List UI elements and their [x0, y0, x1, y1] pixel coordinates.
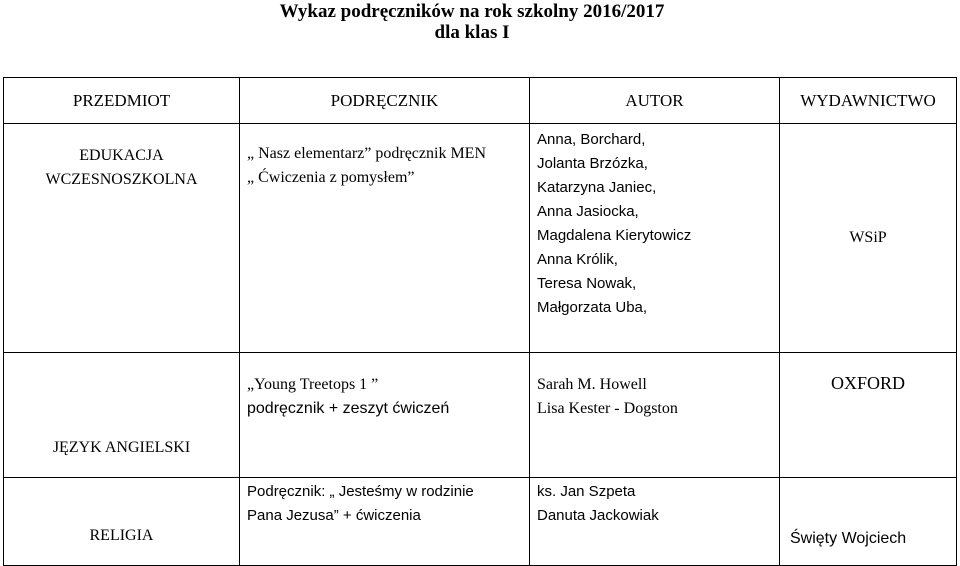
publisher-cell: Święty Wojciech: [780, 478, 957, 566]
publisher-cell: OXFORD: [780, 353, 957, 478]
author-line: Magdalena Kierytowicz: [537, 227, 692, 244]
textbook-cell: [240, 478, 530, 566]
subject-line: JĘZYK ANGIELSKI: [52, 439, 191, 456]
column-header-subject: PRZEDMIOT: [4, 78, 240, 124]
author-line: Katarzyna Janiec,: [537, 179, 657, 196]
author-line: Anna Królik,: [537, 251, 618, 268]
textbook-line: „ Ćwiczenia z pomysłem”: [247, 169, 415, 186]
column-header-publisher: WYDAWNICTWO: [780, 78, 957, 124]
author-line: Sarah M. Howell: [537, 376, 647, 393]
subject-line: EDUKACJA: [79, 147, 164, 164]
author-line: Lisa Kester - Dogston: [537, 400, 678, 417]
textbook-cell: [240, 124, 530, 353]
column-header-textbook: PODRĘCZNIK: [240, 78, 530, 124]
textbook-line: Pana Jezusa” + ćwiczenia: [247, 507, 421, 524]
table-row: [4, 124, 957, 353]
textbook-line: podręcznik + zeszyt ćwiczeń: [247, 400, 450, 417]
document-title: Wykaz podręczników na rok szkolny 2016/2017: [279, 1, 665, 22]
subject-cell: [4, 478, 240, 566]
textbook-cell: [240, 353, 530, 478]
publisher-cell: WSiP: [780, 124, 957, 353]
document-subtitle: dla klas I: [434, 22, 510, 43]
textbook-line: „ Nasz elementarz” podręcznik MEN: [247, 145, 486, 162]
author-line: Anna Jasiocka,: [537, 203, 639, 220]
author-cell: [530, 124, 780, 353]
author-line: Jolanta Brzózka,: [537, 155, 648, 172]
subject-cell: [4, 353, 240, 478]
table-row: [4, 353, 957, 478]
author-line: Teresa Nowak,: [537, 275, 637, 292]
author-line: Małgorzata Uba,: [537, 299, 648, 316]
subject-line: RELIGIA: [89, 527, 154, 544]
textbook-table: [3, 77, 957, 566]
table-header-row: [4, 78, 957, 124]
column-header-author: AUTOR: [530, 78, 780, 124]
author-line: Danuta Jackowiak: [537, 507, 659, 524]
author-line: ks. Jan Szpeta: [537, 483, 636, 500]
subject-line: WCZESNOSZKOLNA: [45, 171, 198, 188]
textbook-line: „Young Treetops 1 ”: [247, 376, 379, 393]
subject-cell: [4, 124, 240, 353]
table-row: [4, 478, 957, 566]
textbook-line: Podręcznik: „ Jesteśmy w rodzinie: [247, 483, 474, 500]
author-line: Anna, Borchard,: [537, 131, 646, 148]
author-cell: [530, 478, 780, 566]
author-cell: [530, 353, 780, 478]
